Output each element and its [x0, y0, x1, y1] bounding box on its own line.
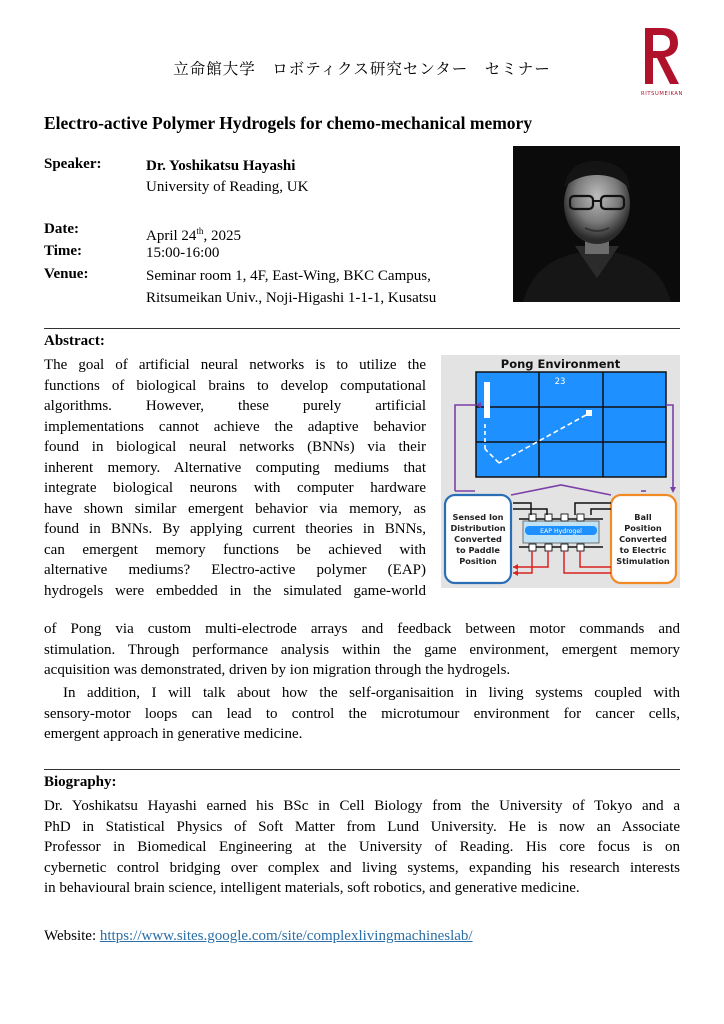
- biography-line: in behavioural brain science, intelligent materials, soft robotics, and generative medicine.: [44, 880, 580, 896]
- ball-position-line: to Electric: [619, 545, 667, 555]
- time-value: 15:00-16:00: [146, 245, 220, 261]
- abstract-line: algorithms. However, these purely artificial: [44, 398, 426, 414]
- logo-r-icon: [640, 26, 684, 88]
- biography-line: cybernetic control bridging over complex and living systems, expanding his research interests: [44, 859, 680, 876]
- abstract-line: alternative mediums? Electro-active polymer (EAP): [44, 562, 426, 578]
- date-value: April 24th, 2025: [146, 226, 241, 244]
- eap-hydrogel-label: EAP Hydrogel: [540, 528, 582, 535]
- abstract-line: stimulation. Through performance analysis within the game environment, emergent memory: [44, 641, 680, 658]
- biography-line: Dr. Yoshikatsu Hayashi earned his BSc in Cell Biology from the University of Tokyo and a: [44, 798, 680, 814]
- website-link[interactable]: https://www.sites.google.com/site/complexlivingmachineslab/: [99, 928, 473, 944]
- ball-position-line: Position: [624, 523, 662, 533]
- abstract-line: implementations cannot achieve the adaptive behavior: [44, 418, 426, 435]
- abstract-text-full: [44, 619, 680, 681]
- abstract-line: found in biological neural networks (BNNs) via their: [44, 439, 426, 455]
- speaker-name: Dr. Yoshikatsu Hayashi: [146, 158, 296, 174]
- abstract-line: functions of biological brains to develop computational: [44, 377, 426, 394]
- ritsumeikan-logo: [640, 26, 684, 97]
- speaker-affiliation: University of Reading, UK: [146, 179, 309, 195]
- speaker-label: Speaker:: [44, 156, 102, 172]
- pong-screen: [476, 372, 666, 477]
- venue-label: Venue:: [44, 266, 89, 282]
- sensed-ion-line: Converted: [454, 534, 502, 544]
- pong-score: 23: [554, 377, 566, 387]
- abstract-line: The goal of artificial neural networks is to utilize the: [44, 357, 426, 373]
- talk-title: Electro-active Polymer Hydrogels for chemo-mechanical memory: [44, 113, 533, 133]
- venue-line-2: Ritsumeikan Univ., Noji-Higashi 1-1-1, Kusatsu: [146, 290, 437, 306]
- website-label: Website:: [44, 928, 100, 944]
- abstract-heading: Abstract:: [44, 333, 105, 349]
- abstract-line: sensory-motor loops can lead to control the microtumour environment for cancer cells,: [44, 705, 680, 722]
- pong-paddle: [484, 382, 490, 418]
- biography-divider: [44, 769, 680, 770]
- ball-position-line: Ball: [634, 512, 652, 522]
- figure-title: Pong Environment: [500, 357, 621, 371]
- abstract-divider: [44, 328, 680, 329]
- venue-line-1: Seminar room 1, 4F, East-Wing, BKC Campus,: [146, 268, 431, 284]
- biography-text: [44, 796, 680, 899]
- sensed-ion-line: to Paddle: [456, 545, 500, 555]
- sensed-ion-line: Sensed Ion: [452, 512, 504, 522]
- time-label: Time:: [44, 243, 83, 259]
- seminar-header-title: 立命館大学 ロボティクス研究センター セミナー: [173, 60, 551, 78]
- biography-line: PhD in Statistical Physics of Soft Matter from Lund University. He is now an Associate: [44, 818, 680, 835]
- ball-position-line: Converted: [619, 534, 667, 544]
- abstract-paragraph-2: [44, 683, 680, 745]
- biography-line: Professor in Biomedical Engineering at the University of Reading. His core focus is on: [44, 839, 680, 855]
- abstract-line: have shown similar emergent behavior via memory, as: [44, 500, 426, 517]
- website-line: [44, 928, 473, 945]
- pong-ball: [586, 410, 592, 416]
- abstract-line: acquisition was demonstrated, driven by ion migration through the hydrogels.: [44, 662, 511, 678]
- ball-position-line: Stimulation: [616, 556, 670, 566]
- abstract-text-left: [44, 355, 426, 601]
- abstract-line: of Pong via custom multi-electrode arrays and feedback between motor commands and: [44, 621, 680, 637]
- abstract-line: found in BNNs. By applying current theories in BNNs,: [44, 521, 426, 537]
- sensed-ion-line: Position: [459, 556, 497, 566]
- abstract-line: integrate biological neurons with computer hardware: [44, 480, 426, 496]
- pong-environment-figure: [441, 355, 680, 588]
- speaker-photo: [513, 146, 680, 302]
- abstract-line: In addition, I will talk about how the self-organisaition in living systems coupled with: [63, 685, 680, 701]
- logo-wordmark: RITSUMEIKAN: [640, 91, 683, 97]
- abstract-line: emergent approach in generative medicine.: [44, 726, 303, 742]
- sensed-ion-line: Distribution: [450, 523, 506, 533]
- abstract-line: can emergent memory functions be achieved with: [44, 541, 426, 558]
- date-label: Date:: [44, 221, 79, 237]
- biography-heading: Biography:: [44, 774, 117, 790]
- abstract-line: hydrogels were embedded in the simulated game-world: [44, 582, 426, 599]
- abstract-line: inherent memory. Alternative computing mediums that: [44, 459, 426, 476]
